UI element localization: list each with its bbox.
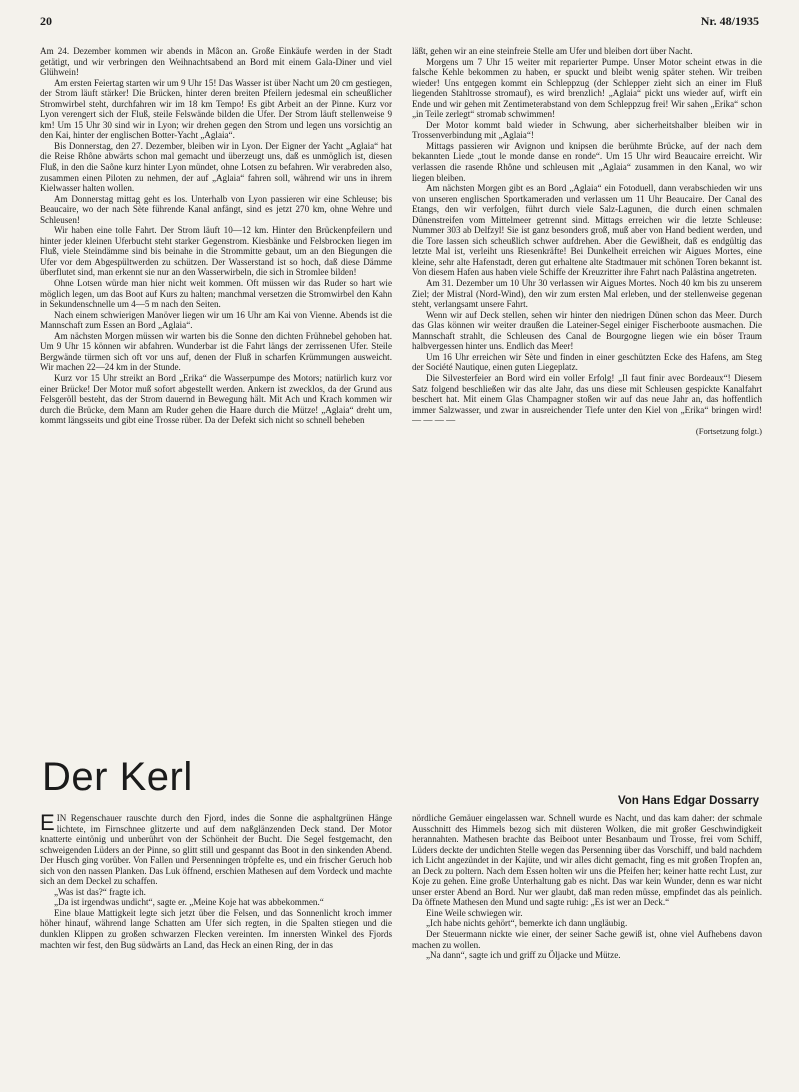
paragraph: Eine Weile schwiegen wir. — [426, 907, 523, 918]
paragraph: „Da ist irgendwas undicht“, sagte er. „Meine Koje hat was abbekommen.“ — [54, 897, 324, 908]
paragraph: Am ersten Feiertag starten wir um 9 Uhr 15! Das Wasser ist über Nacht um 20 cm gestiegen, der Strom läuft stärker! Die Brücken, hinter deren breiten Pfeilern jedesmal ein scheußlicher Stromwirbel steht, durchfahren wir im 18 km Tempo! Es gibt Arbeit an der Pinne. Kurz vor Lyon verengert sich der Fluß, steile Felswände bilden die Ufer. Der Strom läuft stellenweise 9 km! Um 15 Uhr 30 sind wir in Lyon; wir drehen gegen den Strom und legen uns vorsichtig an den Kai, hinter der englischen Botter-Yacht „Aglaia“. — [40, 77, 392, 141]
paragraph: „Ich habe nichts gehört“, bemerkte ich dann ungläubig. — [426, 918, 628, 929]
paragraph: Am nächsten Morgen gibt es an Bord „Aglaia“ ein Fotoduell, dann verabschieden wir uns von unseren englischen Sportkameraden und verlassen um 11 Uhr Beaucaire. Der Canal des Etangs, den wir verfolgen, führt durch viele Salz-Lagunen, die durch einen schmalen Dünenstreifen vom Mittelmeer getrennt sind. Mittags erreichen wir die letzte Schleuse: Nummer 303 ab Delfzyl! Sie ist ganz besonders groß, muß aber von Hand bedient werden, und die Tore lassen sich scheußlich schwer aufdrehen. Aber die Gewißheit, daß es endgültig das letzte Mal ist, verleiht uns Riesenkräfte! Bei Dunkelheit erreichen wir Aigues Mortes, eine kleine, sehr alte Hafenstadt, deren gut erhaltene alte Stadtmauer mit schönen Toren bekannt ist. Von diesem Hafen aus haben viele Schiffe der Kreuzritter ihre Fahrt nach Palästina angetreten. — [412, 183, 762, 278]
page-number: 20 — [40, 14, 52, 28]
paragraph-text: IN Regenschauer rauschte durch den Fjord, indes die Sonne die asphaltgrünen Hänge lichtete, im Firnschnee glitzerte und auf dem naßglänzenden Deck stand. Der Motor knatterte eintönig und unberührt von der Schönheit der Bucht. Die Segel festgemacht, den schweigenden Lüders an der Pinne, so glitt still und gespannt das Boot in den sinkenden Abend. Der Husch ging vorüber. Von Fallen und Persenningen tröpfelte es, und ein frischer Geruch hob sich von den nassen Planken. Das Luk öffnend, erschien Mathesen auf dem Vordeck und machte sich an dem Deckel zu schaffen. — [40, 813, 392, 887]
paragraph: Wenn wir auf Deck stellen, sehen wir hinter den niedrigen Dünen schon das Meer. Durch das Glas können wir weiter draußen die Lateiner-Segel einiger Fischerboote ausmachen. Die Mannschaft strahlt, die Schleusen des Canal de Bourgogne liegen wie ein böser Traum halbvergessen hinter uns. Endlich das Meer! — [412, 309, 762, 352]
paragraph: Nach einem schwierigen Manöver liegen wir um 16 Uhr am Kai von Vienne. Abends ist die Mannschaft zum Essen an Bord „Aglaia“. — [40, 309, 392, 331]
paragraph: Am Donnerstag mittag geht es los. Unterhalb von Lyon passieren wir eine Schleuse; bis Beaucaire, wo der nach Sète führende Kanal anfängt, sind es jetzt 270 km, ohne Wehre und Schleusen! — [40, 193, 392, 225]
paragraph: „Na dann“, sagte ich und griff zu Öljacke und Mütze. — [426, 950, 621, 961]
travelogue-column-right — [412, 46, 762, 748]
paragraph: Der Steuermann nickte wie einer, der seiner Sache gewiß ist, ohne viel Aufhebens davon machen zu wollen. — [412, 929, 762, 950]
paragraph: Die Silvesterfeier an Bord wird ein voller Erfolg! „Il faut finir avec Bordeaux“! Diesem Satz folgend beschließen wir das alte Jahr, das uns diese mit Schleusen gespickte Kanalfahrt beschert hat. Mit einem Glas Champagner stoßen wir auf das neue Jahr an, das hoffentlich immer Salzwasser, und zwar in ausreichender Tiefe unter den Kiel von „Erika“ bringen wird! — — — — — [412, 372, 762, 426]
story-column-right — [412, 813, 762, 1085]
travelogue-column-left — [40, 46, 392, 748]
paragraph: Am 24. Dezember kommen wir abends in Mâcon an. Große Einkäufe werden in der Stadt getätigt, und wir verbringen den Weihnachtsabend an Bord mit einem Gala-Diner und viel Glühwein! — [40, 46, 392, 78]
paragraph: Der Motor kommt bald wieder in Schwung, aber sicherheitshalber bleiben wir in Trossenverbindung mit „Aglaia“! — [412, 119, 762, 141]
paragraph: Am nächsten Morgen müssen wir warten bis die Sonne den dichten Frühnebel gehoben hat. Um 9 Uhr 15 können wir abfahren. Wunderbar ist die Fahrt längs der zerrissenen Ufer. Steile Bergwände türmen sich oft vor uns auf, denen der Fluß in scharfen Krümmungen ausweicht. Wir machen 22—24 km in der Stunde. — [40, 330, 392, 373]
story-author: Von Hans Edgar Dossarry — [617, 795, 759, 807]
issue-number: Nr. 48/1935 — [700, 14, 759, 28]
paragraph: Am 31. Dezember um 10 Uhr 30 verlassen wir Aigues Mortes. Noch 40 km bis zu unserem Ziel; der Mistral (Nord-Wind), den wir zum ersten Mal erleben, und der stellenweise gegenan steht, verlangsamt unsere Fahrt. — [412, 278, 762, 310]
paragraph: Mittags passieren wir Avignon und knipsen die berühmte Brücke, auf der nach dem bekannten Liede „tout le monde danse en ronde“. Um 15 Uhr wird Beaucaire erreicht. Wir verlassen die rasende Rhône und schleusen mit „Aglaia“ zusammen in den Kanal, wo wir liegen bleiben. — [412, 140, 762, 183]
paragraph: Wir haben eine tolle Fahrt. Der Strom läuft 10—12 km. Hinter den Brückenpfeilern und hinter jeder kleinen Uferbucht steht starker Gegenstrom. Kiesbänke und Felsbrocken liegen im Fluß, viele Steindämme sind bis beinahe in die Strommitte gebaut, um an den Biegungen die Ufer vor dem Abgespültwerden zu schützen. Der Wasserstand ist so hoch, daß diese Dämme überflutet sind, man erkennt sie nur an den Wasserwirbeln, die sich in Stromlee bilden! — [40, 225, 392, 278]
paragraph: läßt, gehen wir an eine steinfreie Stelle am Ufer und bleiben dort über Nacht. — [412, 46, 693, 56]
paragraph: Morgens um 7 Uhr 15 weiter mit reparierter Pumpe. Unser Motor scheint etwas in die falsche Kehle bekommen zu haben, er spuckt und bleibt wenig später stehen. Wir treiben wieder! Uns entgegen kommt ein Schleppzug (der Schlepper zieht sich an einer im Fluß liegenden Stahltrosse stromauf), es wird brenzlich! „Aglaia“ pickt uns wieder auf, wirft ein Ende und wir gehen mit Zentimeterabstand von dem Schleppzug frei! Wir sahen „Erika“ schon „in Teile zerlegt“ stromab schwimmen! — [412, 56, 762, 120]
paragraph: nördliche Gemäuer eingelassen war. Schnell wurde es Nacht, und das kam daher: der schmale Ausschnitt des Himmels bezog sich mit düsteren Wolken, die mit großer Geschwindigkeit herannahten. Mathesen brachte das Beiboot unter Besanbaum und Trosse, frei vom Schiff, Lüders deckte der undichten Stelle wegen das Persenning über das Vorschiff, und bald nachdem ich Licht angezündet in der Kajüte, und wir alles dicht gemacht, fing es mit großen Tropfen an, an Deck zu poltern. Nach dem Essen holten wir uns die Pfeifen her; keiner hatte recht Lust, zur Koje zu gehen. Eine große Unterhaltung gab es nicht. Das war kein Wunder, denn es war nicht unser erster Abend an Bord. Nur wer glaubt, daß man reden müsse, empfindet das als peinlich. Da öffnete Mathesen den Mund und sagte ruhig: „Es ist wer an Deck.“ — [412, 813, 762, 908]
paragraph — [40, 813, 392, 887]
paragraph: Bis Donnerstag, den 27. Dezember, bleiben wir in Lyon. Der Eigner der Yacht „Aglaia“ hat die Reise Rhône abwärts schon mal gemacht und überzeugt uns, daß es unmöglich ist, diesen Fluß, in den die Saône kurz hinter Lyon mündet, ohne Lotsen zu befahren. Wir verabreden also, zusammen einen Piloten zu nehmen, der auf „Aglaia“ fahren soll, während wir uns in ihrem Kielwasser halten wollen. — [40, 140, 392, 194]
paragraph: Um 16 Uhr erreichen wir Sète und finden in einer geschützten Ecke des Hafens, am Steg der Société Nautique, einen guten Liegeplatz. — [412, 351, 762, 373]
continuation-note: (Fortsetzung folgt.) — [695, 425, 762, 436]
paragraph: Eine blaue Mattigkeit legte sich jetzt über die Felsen, und das Sonnenlicht kroch immer höher hinauf, während lange Schatten am Ufer sich regten, in die Spalten stiegen und die dunklen Klippen zu großen schwarzen Flecken vereinten. Im innersten Winkel des Fjords machten wir fest, den Bug südwärts an Land, das Heck an einen Ring, der in das — [40, 907, 392, 950]
drop-cap: E — [40, 813, 55, 835]
paragraph: Kurz vor 15 Uhr streikt an Bord „Erika“ die Wasserpumpe des Motors; natürlich kurz vor einer Brücke! Der Motor muß sofort abgestellt werden. Ankern ist zwecklos, da der Grund aus Felsgeröll besteht, das der Strom dauernd in Bewegung hält. Mit Ach und Krach kommen wir durch die Brücke, dem Mann am Ruder gehen die Haare durch die Mütze! „Aglaia“ dreht um, kommt längsseits und gibt eine Trosse rüber. Da der Defekt sich nicht so schnell beheben — [40, 372, 392, 426]
paragraph: Ohne Lotsen würde man hier nicht weit kommen. Oft müssen wir das Ruder so hart wie möglich legen, um das Boot auf Kurs zu halten; manchmal versetzen die Stromwirbel den Kahn in Sekundenschnelle um 4—5 m nach den Seiten. — [40, 278, 392, 310]
paragraph: „Was ist das?“ fragte ich. — [54, 886, 146, 897]
story-title: Der Kerl — [42, 755, 193, 799]
story-column-left — [40, 813, 392, 1085]
